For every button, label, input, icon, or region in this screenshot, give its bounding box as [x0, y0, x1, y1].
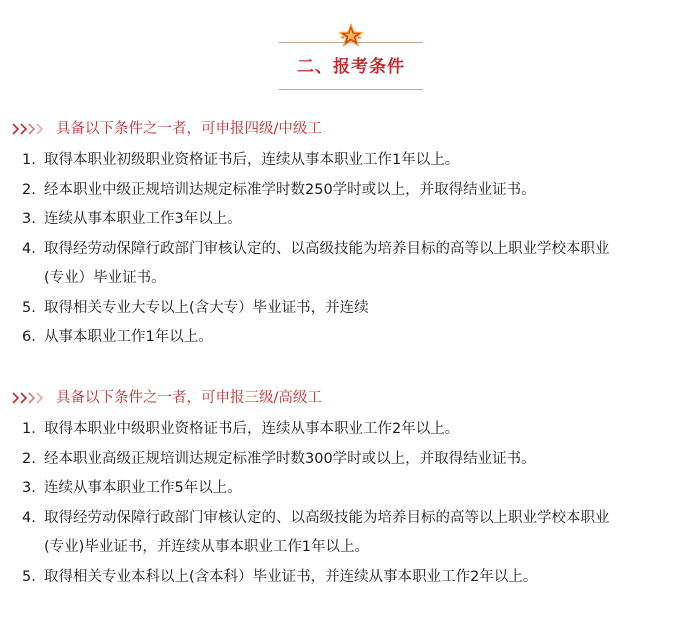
list-item [0, 235, 700, 265]
item-number: 5. [22, 299, 36, 316]
section-heading [12, 385, 700, 411]
item-number: 2. [22, 181, 36, 198]
item-number: 2. [22, 450, 36, 467]
section-header [0, 0, 700, 100]
item-number: 1. [22, 152, 36, 168]
star-icon [337, 22, 365, 48]
item-text: 取得经劳动保障行政部门审核认定的、以高级技能为培养目标的高等以上职业学校本职业 [44, 509, 610, 526]
item-text: 取得本职业初级职业资格证书后，连续从事本职业工作1年以上。 [44, 152, 460, 168]
page-title: 二、报考条件 [297, 57, 405, 77]
item-number: 6. [22, 329, 36, 345]
list-item [0, 323, 700, 353]
chevron-right-icon [12, 392, 48, 404]
list-item [0, 294, 700, 324]
item-text: 取得相关专业大专以上(含大专）毕业证书，并连续 [44, 299, 369, 316]
item-number: 4. [22, 240, 36, 257]
section-heading [12, 116, 700, 142]
list-item [0, 504, 700, 534]
item-text: 连续从事本职业工作5年以上。 [44, 480, 242, 496]
chevron-right-icon [12, 123, 48, 135]
condition-list [0, 146, 700, 353]
item-text: 连续从事本职业工作3年以上。 [44, 211, 242, 227]
list-item-continuation: (专业）毕业证书。 [44, 270, 166, 286]
list-item [0, 176, 700, 206]
condition-list [0, 415, 700, 592]
list-item [0, 474, 700, 504]
list-item [0, 205, 700, 235]
item-number: 3. [22, 211, 36, 227]
item-number: 1. [22, 421, 36, 437]
condition-section-level-4 [0, 116, 700, 353]
section-heading-text: 具备以下条件之一者，可申报三级/高级工 [56, 390, 322, 406]
list-item-continuation: (专业)毕业证书，并连续从事本职业工作1年以上。 [44, 539, 370, 555]
item-number: 4. [22, 509, 36, 526]
item-text: 经本职业高级正规培训达规定标准学时数300学时或以上，并取得结业证书。 [44, 450, 536, 467]
item-number: 3. [22, 480, 36, 496]
list-item [0, 563, 700, 593]
condition-section-level-3 [0, 385, 700, 592]
item-text: 取得本职业中级职业资格证书后，连续从事本职业工作2年以上。 [44, 421, 460, 437]
header-divider-bottom [279, 89, 423, 90]
list-item [0, 146, 700, 176]
item-text: 取得相关专业本科以上(含本科）毕业证书，并连续从事本职业工作2年以上。 [44, 568, 538, 585]
item-text: 经本职业中级正规培训达规定标准学时数250学时或以上，并取得结业证书。 [44, 181, 536, 198]
section-heading-text: 具备以下条件之一者，可申报四级/中级工 [56, 121, 322, 137]
list-item [0, 415, 700, 445]
list-item [0, 445, 700, 475]
item-text: 从事本职业工作1年以上。 [44, 329, 213, 345]
item-number: 5. [22, 568, 36, 585]
item-text: 取得经劳动保障行政部门审核认定的、以高级技能为培养目标的高等以上职业学校本职业 [44, 240, 610, 257]
